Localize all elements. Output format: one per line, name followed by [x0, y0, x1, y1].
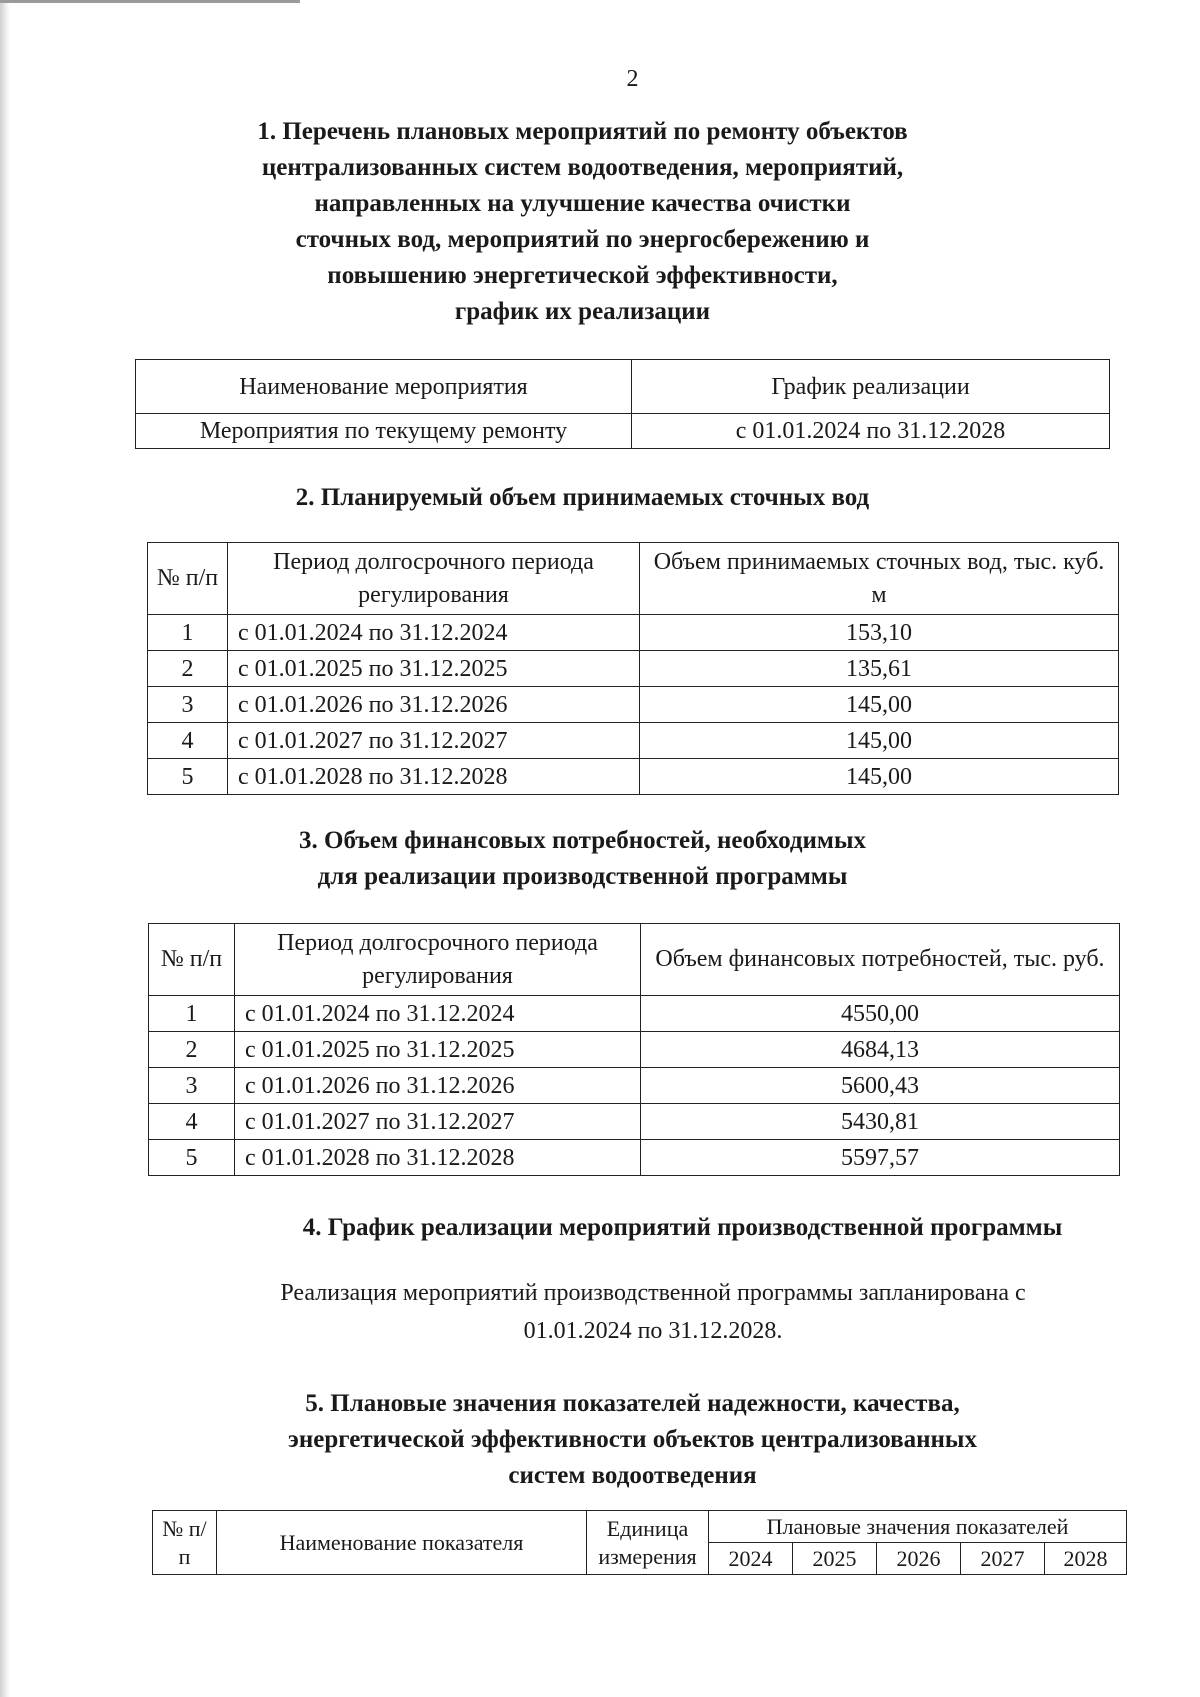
period-cell: с 01.01.2025 по 31.12.2025 [235, 1032, 641, 1068]
section1-title [150, 114, 1015, 330]
period-cell: с 01.01.2024 по 31.12.2024 [228, 615, 640, 651]
wastewater-volume-table [147, 542, 1119, 795]
table-row [148, 615, 1119, 651]
period-cell: с 01.01.2025 по 31.12.2025 [228, 651, 640, 687]
repair-schedule-table [135, 359, 1110, 449]
header-volume: Объем принимаемых сточных вод, тыс. куб. м [640, 543, 1119, 615]
amount-cell: 5600,43 [641, 1068, 1120, 1104]
activity-name-cell: Мероприятия по текущему ремонту [136, 414, 632, 449]
header-num: № п/п [153, 1511, 217, 1575]
period-cell: с 01.01.2028 по 31.12.2028 [228, 759, 640, 795]
header-num: № п/п [149, 924, 235, 996]
section3-title [150, 823, 1015, 895]
section5-title [150, 1386, 1115, 1494]
section3-title-line: для реализации производственной программы [317, 863, 848, 890]
volume-cell: 145,00 [640, 723, 1119, 759]
row-num-cell: 2 [148, 651, 228, 687]
header-year: 2027 [961, 1543, 1045, 1575]
scan-edge [0, 0, 10, 1697]
header-indicator-name: Наименование показателя [217, 1511, 587, 1575]
section5-title-line: энергетической эффективности объектов централизованных [288, 1426, 977, 1453]
section1-title-line: повышению энергетической эффективности, [327, 262, 838, 289]
section1-title-line: сточных вод, мероприятий по энергосбережению и [295, 226, 870, 253]
header-year: 2024 [709, 1543, 793, 1575]
volume-cell: 145,00 [640, 687, 1119, 723]
header-year: 2026 [877, 1543, 961, 1575]
table-header-row [136, 360, 1110, 414]
section4-text-line: Реализация мероприятий производственной программы запланирована с [280, 1280, 1026, 1306]
amount-cell: 5597,57 [641, 1140, 1120, 1176]
header-year: 2025 [793, 1543, 877, 1575]
table-row [149, 1068, 1120, 1104]
row-num-cell: 3 [148, 687, 228, 723]
row-num-cell: 4 [148, 723, 228, 759]
period-cell: с 01.01.2026 по 31.12.2026 [228, 687, 640, 723]
row-num-cell: 1 [149, 996, 235, 1032]
header-period: Период долгосрочного периода регулирования [235, 924, 641, 996]
table-header-row [153, 1511, 1127, 1543]
header-period: Период долгосрочного периода регулирования [228, 543, 640, 615]
header-unit: Единица измерения [587, 1511, 709, 1575]
section4-text-line: 01.01.2024 по 31.12.2028. [523, 1318, 783, 1344]
table-row [149, 1032, 1120, 1068]
row-num-cell: 2 [149, 1032, 235, 1068]
header-activity-name: Наименование мероприятия [136, 360, 632, 414]
header-schedule: График реализации [632, 360, 1110, 414]
row-num-cell: 1 [148, 615, 228, 651]
volume-cell: 145,00 [640, 759, 1119, 795]
section1-title-line: централизованных систем водоотведения, мероприятий, [261, 154, 904, 181]
period-cell: с 01.01.2027 по 31.12.2027 [235, 1104, 641, 1140]
section2-title: 2. Планируемый объем принимаемых сточных вод [295, 484, 870, 511]
amount-cell: 5430,81 [641, 1104, 1120, 1140]
section4-text [215, 1274, 1091, 1350]
table-row [148, 723, 1119, 759]
row-num-cell: 5 [148, 759, 228, 795]
period-cell: с 01.01.2027 по 31.12.2027 [228, 723, 640, 759]
row-num-cell: 4 [149, 1104, 235, 1140]
amount-cell: 4550,00 [641, 996, 1120, 1032]
header-num: № п/п [148, 543, 228, 615]
section4-title: 4. График реализации мероприятий производственной программы [302, 1214, 1063, 1241]
amount-cell: 4684,13 [641, 1032, 1120, 1068]
row-num-cell: 3 [149, 1068, 235, 1104]
period-cell: с 01.01.2024 по 31.12.2024 [235, 996, 641, 1032]
section5-title-line: 5. Плановые значения показателей надежности, качества, [305, 1390, 960, 1417]
table-header-row [149, 924, 1120, 996]
table-row [136, 414, 1110, 449]
table-header-row [148, 543, 1119, 615]
table-row [148, 651, 1119, 687]
table-row [149, 1140, 1120, 1176]
financial-needs-table [148, 923, 1120, 1176]
table-row [149, 996, 1120, 1032]
schedule-cell: с 01.01.2024 по 31.12.2028 [632, 414, 1110, 449]
table-row [148, 687, 1119, 723]
table-row [148, 759, 1119, 795]
header-financial-needs: Объем финансовых потребностей, тыс. руб. [641, 924, 1120, 996]
header-year: 2028 [1045, 1543, 1127, 1575]
page-number: 2 [626, 66, 639, 92]
period-cell: с 01.01.2028 по 31.12.2028 [235, 1140, 641, 1176]
section1-title-line: график их реализации [454, 298, 711, 325]
section1-title-line: 1. Перечень плановых мероприятий по ремонту объектов [257, 118, 908, 145]
period-cell: с 01.01.2026 по 31.12.2026 [235, 1068, 641, 1104]
scan-edge-top [0, 0, 300, 3]
section5-title-line: систем водоотведения [508, 1462, 757, 1489]
header-planned-values: Плановые значения показателей [709, 1511, 1127, 1543]
section1-title-line: направленных на улучшение качества очистки [314, 190, 851, 217]
volume-cell: 153,10 [640, 615, 1119, 651]
volume-cell: 135,61 [640, 651, 1119, 687]
row-num-cell: 5 [149, 1140, 235, 1176]
table-row [149, 1104, 1120, 1140]
section3-title-line: 3. Объем финансовых потребностей, необходимых [299, 827, 866, 854]
indicators-table [152, 1510, 1127, 1575]
